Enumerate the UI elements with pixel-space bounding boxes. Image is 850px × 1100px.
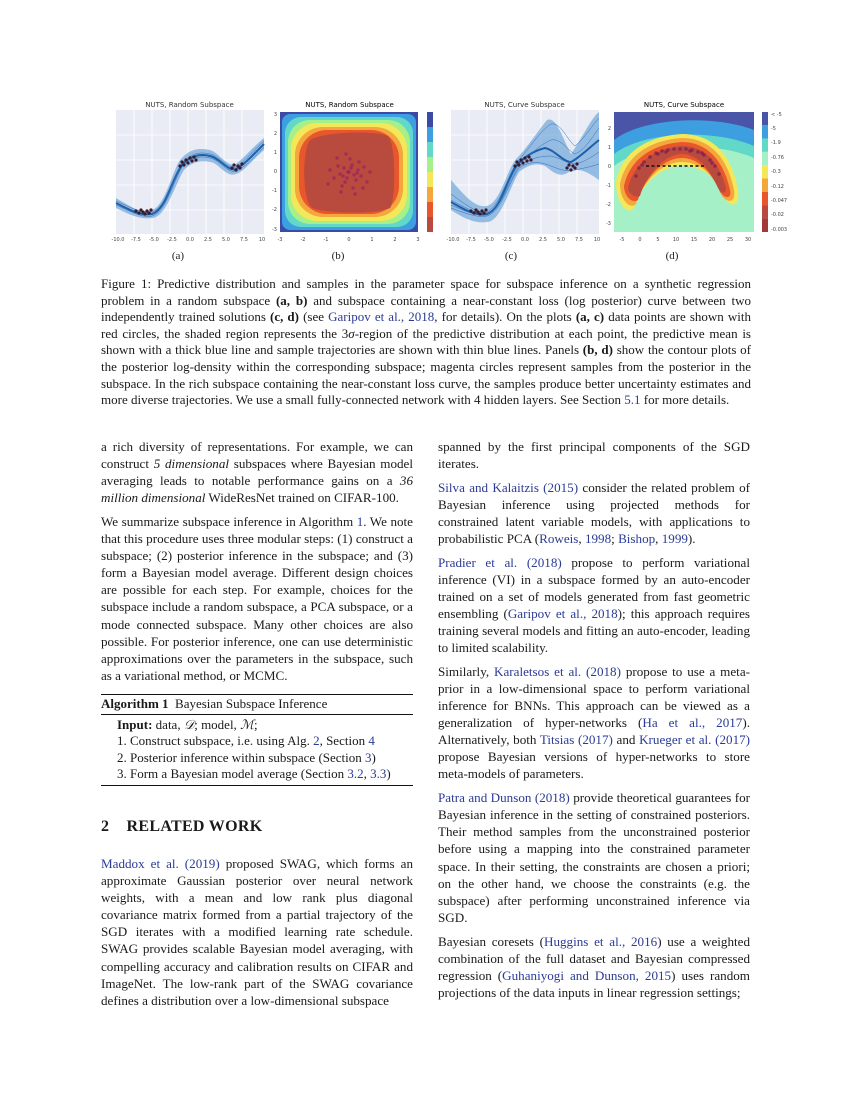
text: subspaces where Bayesian model averaging leads to notable performance gains on a xyxy=(101,456,413,489)
paragraph xyxy=(438,438,750,472)
panel-b-ytick: -3 xyxy=(272,227,277,233)
algorithm-link[interactable]: 1 xyxy=(356,513,364,529)
text: , xyxy=(363,766,371,782)
text: ; xyxy=(253,716,258,732)
panel-a-xtick: 10 xyxy=(258,237,266,243)
panel-d-cbar-tick: < -5 xyxy=(771,112,782,118)
citation-link[interactable]: Patra and Dunson (2018) xyxy=(438,790,570,806)
text: , xyxy=(578,531,585,547)
text: consider the related problem of Bayesian inference using projected methods for constrained latent variable models, with applications to probabilistic PCA ( xyxy=(438,479,751,547)
panel-c-xtick: 0.0 xyxy=(521,237,529,243)
algorithm-box xyxy=(101,694,413,786)
caption-text: (see xyxy=(299,309,329,325)
panel-d-ytick: -2 xyxy=(606,202,611,208)
panel-c-title: NUTS, Curve Subspace xyxy=(484,101,565,109)
panel-d-xtick: -5 xyxy=(619,237,625,243)
text: Bayesian coresets ( xyxy=(438,933,544,949)
panel-c-regression-plot xyxy=(445,110,605,245)
citation-link[interactable]: Maddox et al. (2019) xyxy=(101,856,220,871)
algorithm-header xyxy=(101,695,413,714)
section-number: 2 xyxy=(101,818,110,835)
panel-d-title: NUTS, Curve Subspace xyxy=(643,101,725,109)
citation-link[interactable]: Silva and Kalaitzis (2015) xyxy=(438,479,579,495)
citation-link[interactable]: Bishop xyxy=(618,531,656,547)
text: propose to use a meta-prior in a low-dimensional space to perform variational inference for BNNs. This approach can be viewed as a generalization of hyper-networks ( xyxy=(438,663,750,731)
caption-bold-ref: (b, d) xyxy=(582,342,613,358)
panel-d-xtick: 20 xyxy=(708,237,716,243)
paragraph xyxy=(438,933,750,1001)
panel-b-xtick: -1 xyxy=(323,237,329,243)
panel-b-contour-plot xyxy=(268,110,440,245)
panel-d-cbar-tick: -5 xyxy=(771,126,776,132)
caption-bold-ref: (c, d) xyxy=(269,309,299,325)
panel-d-cbar-tick: -0.76 xyxy=(771,155,784,161)
section-link[interactable]: 3.3 xyxy=(370,766,387,782)
citation-link[interactable]: Huggins et al., 2016 xyxy=(543,933,658,949)
paragraph xyxy=(438,789,750,926)
text: 1. Construct subspace, i.e. using Alg. xyxy=(117,733,314,749)
paragraph xyxy=(101,855,413,1009)
panel-d-xtick: 25 xyxy=(726,237,734,243)
algorithm-link[interactable]: 2 xyxy=(313,733,320,749)
text: , Section xyxy=(319,733,369,749)
caption-text: and subspace containing a near-constant loss (log posterior) curve between two independently trained solutions xyxy=(101,292,752,325)
panel-a-xtick: 2.5 xyxy=(204,237,212,243)
math-symbol: ℳ xyxy=(240,716,254,732)
panel-d-ytick: 1 xyxy=(607,145,611,151)
text: 2. Posterior inference within subspace (Section xyxy=(117,749,366,765)
panel-d-contour-plot xyxy=(602,110,802,245)
paragraph xyxy=(101,513,413,684)
text: ). Alternatively, both xyxy=(438,715,750,748)
panel-d-colorbar xyxy=(762,112,768,232)
panel-c-xtick: 5.0 xyxy=(557,237,565,243)
section-heading xyxy=(101,818,262,836)
caption-text: , for details). On the plots xyxy=(434,309,576,325)
text: ) use a weighted combination of the full dataset and Bayesian compressed regression ( xyxy=(438,933,750,983)
panel-b-ytick: 3 xyxy=(273,112,277,118)
math-symbol: 𝒟 xyxy=(183,716,195,732)
panel-c-xtick: -2.5 xyxy=(502,237,512,243)
right-column xyxy=(438,438,750,1007)
panel-d-cbar-tick: -0.003 xyxy=(771,227,788,233)
algorithm-step-1 xyxy=(101,733,413,750)
panel-b-label: (b) xyxy=(331,250,345,262)
text: ) xyxy=(371,749,376,765)
panel-a-xtick: 0.0 xyxy=(186,237,194,243)
caption-bold-ref: (a, b) xyxy=(275,292,308,308)
panel-b-ytick: 2 xyxy=(273,131,277,137)
paragraph xyxy=(438,663,750,783)
text: WideResNet trained on CIFAR-100. xyxy=(205,490,399,506)
panel-c-xtick: -5.0 xyxy=(484,237,494,243)
panel-d-xtick: 0 xyxy=(638,237,642,243)
citation-link[interactable]: Pradier et al. (2018) xyxy=(438,554,562,570)
panel-b-xtick: -2 xyxy=(300,237,306,243)
panel-d-label: (d) xyxy=(665,250,679,262)
citation-link[interactable]: 1998 xyxy=(584,531,612,547)
text: ; xyxy=(611,531,619,547)
citation-link[interactable]: Krueger et al. (2017) xyxy=(639,732,751,748)
panel-c-xtick: 7.5 xyxy=(575,237,583,243)
panel-a-xtick: 7.5 xyxy=(240,237,248,243)
panel-a-title: NUTS, Random Subspace xyxy=(145,101,234,109)
panel-c-xtick: 2.5 xyxy=(539,237,547,243)
algorithm-input xyxy=(101,717,413,734)
left-column-upper xyxy=(101,438,413,691)
panel-d-cbar-tick: -0.02 xyxy=(771,212,784,218)
panel-b-ytick: -1 xyxy=(272,188,277,194)
text: proposed SWAG, which forms an approximate Gaussian posterior over neural network weights, with a mean and low rank plus diagonal covariance matrix formed from a partial trajectory of the SGD iterates with a modified learning rate schedule. SWAG provides scalable Bayesian model averaging, with compelling accuracy and calibration results on CIFAR and ImageNet. The low-rank part of the SWAG covariance defines a distribution over a low-dimensional subspace xyxy=(101,856,413,1008)
text: 3. Form a Bayesian model average (Section xyxy=(117,766,348,782)
sigma-symbol: σ xyxy=(348,325,355,341)
text: propose Bayesian versions of hyper-networks to store meta-models of parameters. xyxy=(438,749,750,782)
panel-a-label: (a) xyxy=(171,250,185,262)
panel-c-xtick: -7.5 xyxy=(466,237,476,243)
algorithm-step-2 xyxy=(101,750,413,767)
text: . We note that this procedure uses three modular steps: (1) construct a subspace; (2) posterior inference in the subspace; and (3) form a Bayesian model average. Different design choices are possible for each step. For example, choices for the subspace include a random subspace, a PCA subspace, or a mode connected subspace. Many other choices are also possible. For posterior inference, one can use deterministic approximations over the parameters in the subspace, such as a variational method, or MCMC. xyxy=(101,513,413,683)
panel-d-cbar-tick: -1.9 xyxy=(771,140,781,146)
panel-a-xtick: -2.5 xyxy=(167,237,177,243)
text: spanned by the first principal components of the SGD iterates. xyxy=(438,439,750,472)
algorithm-step-3 xyxy=(101,766,413,783)
citation-link[interactable]: Garipov et al., 2018 xyxy=(328,309,435,325)
text: a rich diversity of representations. For example, we can construct xyxy=(101,439,413,472)
caption-bold-ref: (a, c) xyxy=(575,309,605,325)
panel-d-xtick: 30 xyxy=(744,237,752,243)
emphasis: 36 million dimensional xyxy=(101,473,413,506)
figure-caption xyxy=(101,276,751,409)
input-label: Input: xyxy=(117,716,153,732)
section-link[interactable]: 4 xyxy=(368,733,375,749)
panel-a-regression-plot xyxy=(110,110,270,245)
algorithm-title: Bayesian Subspace Inference xyxy=(175,696,328,711)
panel-b-xtick: -3 xyxy=(277,237,283,243)
section-link[interactable]: 5.1 xyxy=(624,392,641,408)
caption-text: -region of the predictive distribution at each point, the predictive mean is shown with a thick blue line and sample trajectories are shown with thin blue lines. Panels xyxy=(101,325,751,358)
panel-b-colorbar xyxy=(427,112,433,232)
left-column-lower xyxy=(101,855,413,1015)
panel-b-xtick: 3 xyxy=(416,237,420,243)
text: and xyxy=(612,732,640,748)
section-link[interactable]: 3.2 xyxy=(347,766,364,782)
panel-c-xtick: 10 xyxy=(593,237,601,243)
citation-link[interactable]: 1999 xyxy=(661,531,688,547)
panel-b-ytick: 0 xyxy=(273,169,277,175)
text: provide theoretical guarantees for Bayesian inference in the setting of constrained posteriors. Their method samples from the unconstrained posterior before using a mapping into the constrained parameter space. In their setting, the constraints are chosen a priori; on the other hand, we choose the constraints (e.g. the subspace) after performing unconstrained inference via SGD. xyxy=(438,790,751,925)
panel-b-ytick: -2 xyxy=(272,207,277,213)
text: ) xyxy=(386,766,391,782)
section-link[interactable]: 3 xyxy=(365,749,372,765)
panel-d-cbar-tick: -0.3 xyxy=(771,169,781,175)
text: ) uses random projections of the data inputs in linear regression settings; xyxy=(438,967,750,1000)
citation-link[interactable]: Guhaniyogi and Dunson, 2015 xyxy=(502,967,672,983)
emphasis: 5 dimensional xyxy=(153,456,230,472)
caption-text: for more details. xyxy=(640,392,730,408)
panel-d-ytick: 2 xyxy=(607,126,611,132)
panel-d-cbar-tick: -0.12 xyxy=(771,184,784,190)
panel-c-xtick: -10.0 xyxy=(446,237,460,243)
text: We summarize subspace inference in Algorithm xyxy=(101,513,357,529)
panel-d-xtick: 10 xyxy=(672,237,680,243)
panel-a-xtick: -7.5 xyxy=(131,237,141,243)
panel-a-xtick: -5.0 xyxy=(149,237,159,243)
caption-text: show the contour plots of the posterior log-density within the corresponding subspace; magenta circles represent samples from the posterior in the subspace. In the rich subspace containing the near-constant loss curve, the samples produce better uncertainty estimates and more diverse trajectories. We use a small fully-connected network with 4 hidden layers. See Section xyxy=(101,342,751,408)
section-title: RELATED WORK xyxy=(126,818,263,835)
citation-link[interactable]: Ha et al., 2017 xyxy=(642,715,743,731)
paragraph xyxy=(438,554,750,657)
algorithm-mid-rule xyxy=(101,714,413,715)
panel-a-xtick: -10.0 xyxy=(111,237,125,243)
citation-link[interactable]: Roweis xyxy=(539,531,579,547)
caption-text: Figure 1: Predictive distribution and samples in the parameter space for subspace inference on a synthetic regression problem in a random subspace xyxy=(101,276,751,308)
citation-link[interactable]: Karaletsos et al. (2018) xyxy=(494,663,621,679)
panel-b-title: NUTS, Random Subspace xyxy=(305,101,394,109)
text: data, xyxy=(152,716,184,732)
panel-d-cbar-tick: -0.047 xyxy=(771,198,788,204)
algorithm-bottom-rule xyxy=(101,785,413,786)
paragraph xyxy=(101,438,413,506)
panel-b-xtick: 0 xyxy=(347,237,351,243)
panel-d-ytick: -3 xyxy=(606,221,611,227)
caption-text: data points are shown with red circles, the shaded region represents the 3 xyxy=(101,309,751,341)
algorithm-label: Algorithm 1 xyxy=(101,696,169,711)
panel-d-xtick: 15 xyxy=(690,237,698,243)
text: ; model, xyxy=(194,716,241,732)
citation-link[interactable]: Titsias (2017) xyxy=(539,732,613,748)
panel-d-ytick: 0 xyxy=(607,164,611,170)
paragraph xyxy=(438,479,750,547)
text: propose to perform variational inference (VI) in a subspace formed by an auto-encoder trained on a set of models generated from fast geometric ensembling ( xyxy=(438,554,750,622)
text: Similarly, xyxy=(438,663,495,679)
panel-a-xtick: 5.0 xyxy=(222,237,230,243)
text: , xyxy=(655,531,662,547)
panel-b-ytick: 1 xyxy=(273,150,277,156)
text: ). xyxy=(687,531,696,547)
panel-b-xtick: 2 xyxy=(393,237,397,243)
panel-d-xtick: 5 xyxy=(656,237,660,243)
citation-link[interactable]: Garipov et al., 2018 xyxy=(507,606,618,622)
panel-d-ytick: -1 xyxy=(606,183,611,189)
panel-b-xtick: 1 xyxy=(370,237,374,243)
panel-c-label: (c) xyxy=(504,250,518,262)
text: ); this approach requires training several models and fitting an auto-encoder, leading to limited scalability. xyxy=(438,606,750,656)
